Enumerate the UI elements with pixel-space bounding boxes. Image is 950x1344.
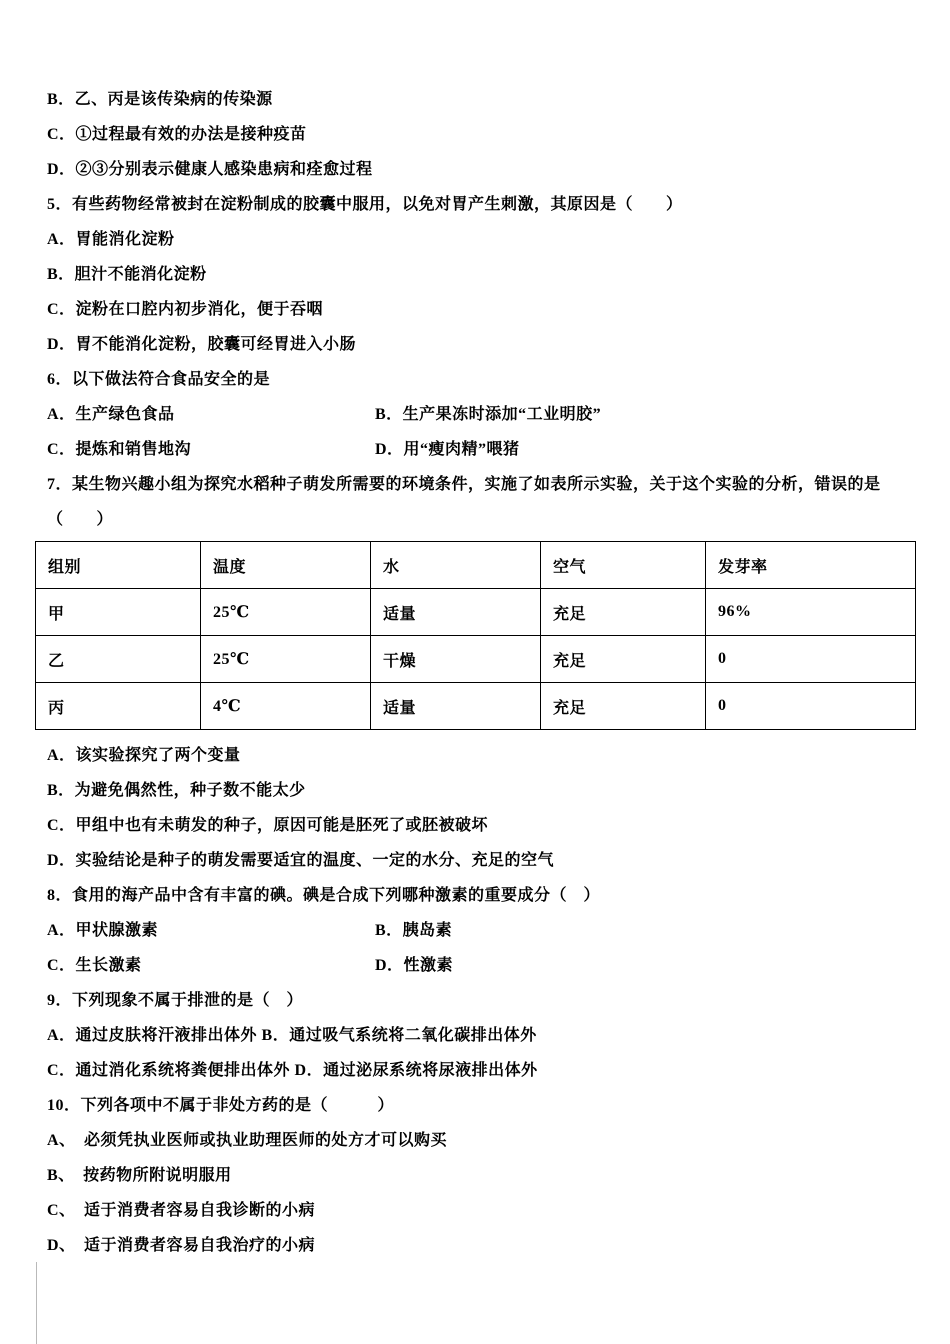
header-air: 空气 (541, 542, 706, 589)
cell-group-bing: 丙 (36, 683, 201, 730)
q6-stem: 6．以下做法符合食品安全的是 (47, 371, 271, 388)
q4-option-b: B．乙、丙是该传染病的传染源 (47, 91, 273, 108)
q7-option-d: D．实验结论是种子的萌发需要适宜的温度、一定的水分、充足的空气 (47, 852, 555, 869)
q8-option-b: B．胰岛素 (375, 922, 453, 939)
cell-group-jia: 甲 (36, 589, 201, 636)
q8-option-row-1 (0, 911, 950, 946)
q10-option-a: A、 必须凭执业医师或执业助理医师的处方才可以购买 (47, 1132, 448, 1149)
table-row (36, 636, 916, 683)
q7-option-b: B．为避免偶然性，种子数不能太少 (47, 782, 306, 799)
q4-option-d: D．②③分别表示健康人感染患病和痊愈过程 (47, 161, 373, 178)
header-water: 水 (371, 542, 541, 589)
q7-stem-line2: （ ） (47, 511, 114, 528)
q7-stem-line1: 7．某生物兴趣小组为探究水稻种子萌发所需要的环境条件，实施了如表所示实验，关于这个实验的分析，错误的是 (47, 476, 881, 493)
q8-option-d: D．性激素 (375, 957, 454, 974)
cell-rate-bing: 0 (706, 683, 916, 730)
q5-option-b: B．胆汁不能消化淀粉 (47, 266, 207, 283)
cell-rate-yi: 0 (706, 636, 916, 683)
q4-option-c: C．①过程最有效的办法是接种疫苗 (47, 126, 307, 143)
q5-stem: 5．有些药物经常被封在淀粉制成的胶囊中服用，以免对胃产生刺激，其原因是（ ） (47, 196, 683, 213)
cell-group-yi: 乙 (36, 636, 201, 683)
q10-option-d: D、 适于消费者容易自我治疗的小病 (47, 1237, 316, 1254)
q9-stem: 9．下列现象不属于排泄的是（ ） (47, 992, 304, 1009)
table-header-row (36, 542, 916, 589)
q7-experiment-table (35, 541, 916, 730)
q6-option-a: A．生产绿色食品 (47, 406, 175, 423)
header-temperature: 温度 (201, 542, 371, 589)
header-germination-rate: 发芽率 (706, 542, 916, 589)
q5-option-d: D．胃不能消化淀粉，胶囊可经胃进入小肠 (47, 336, 357, 353)
q8-option-row-2 (0, 946, 950, 981)
q6-option-row-2 (0, 430, 950, 465)
q8-stem: 8．食用的海产品中含有丰富的碘。碘是合成下列哪种激素的重要成分（ ） (47, 887, 601, 904)
cell-water-bing: 适量 (371, 683, 541, 730)
q6-option-row-1 (0, 395, 950, 430)
cell-temp-jia: 25℃ (201, 589, 371, 636)
q9-option-line-1: A．通过皮肤将汗液排出体外 B．通过吸气系统将二氧化碳排出体外 (47, 1027, 537, 1044)
q6-option-b: B．生产果冻时添加“工业明胶” (375, 406, 602, 423)
q6-option-c: C．提炼和销售地沟 (47, 441, 192, 458)
cell-temp-bing: 4℃ (201, 683, 371, 730)
cell-temp-yi: 25℃ (201, 636, 371, 683)
q5-option-c: C．淀粉在口腔内初步消化，便于吞咽 (47, 301, 324, 318)
table-row (36, 683, 916, 730)
q7-option-c: C．甲组中也有未萌发的种子，原因可能是胚死了或胚被破坏 (47, 817, 489, 834)
q10-option-b: B、 按药物所附说明服用 (47, 1167, 232, 1184)
cell-water-jia: 适量 (371, 589, 541, 636)
q9-option-line-2: C．通过消化系统将粪便排出体外 D．通过泌尿系统将尿液排出体外 (47, 1062, 538, 1079)
q5-option-a: A．胃能消化淀粉 (47, 231, 175, 248)
header-group: 组别 (36, 542, 201, 589)
cell-rate-jia: 96% (706, 589, 916, 636)
table-row (36, 589, 916, 636)
cell-air-bing: 充足 (541, 683, 706, 730)
q8-option-a: A．甲状腺激素 (47, 922, 159, 939)
q6-option-d: D．用“瘦肉精”喂猪 (375, 441, 520, 458)
q10-option-c: C、 适于消费者容易自我诊断的小病 (47, 1202, 316, 1219)
page-margin-line (36, 1262, 37, 1344)
cell-air-jia: 充足 (541, 589, 706, 636)
cell-water-yi: 干燥 (371, 636, 541, 683)
q7-option-a: A．该实验探究了两个变量 (47, 747, 241, 764)
q8-option-c: C．生长激素 (47, 957, 142, 974)
q10-stem: 10．下列各项中不属于非处方药的是（ ） (47, 1097, 395, 1114)
cell-air-yi: 充足 (541, 636, 706, 683)
